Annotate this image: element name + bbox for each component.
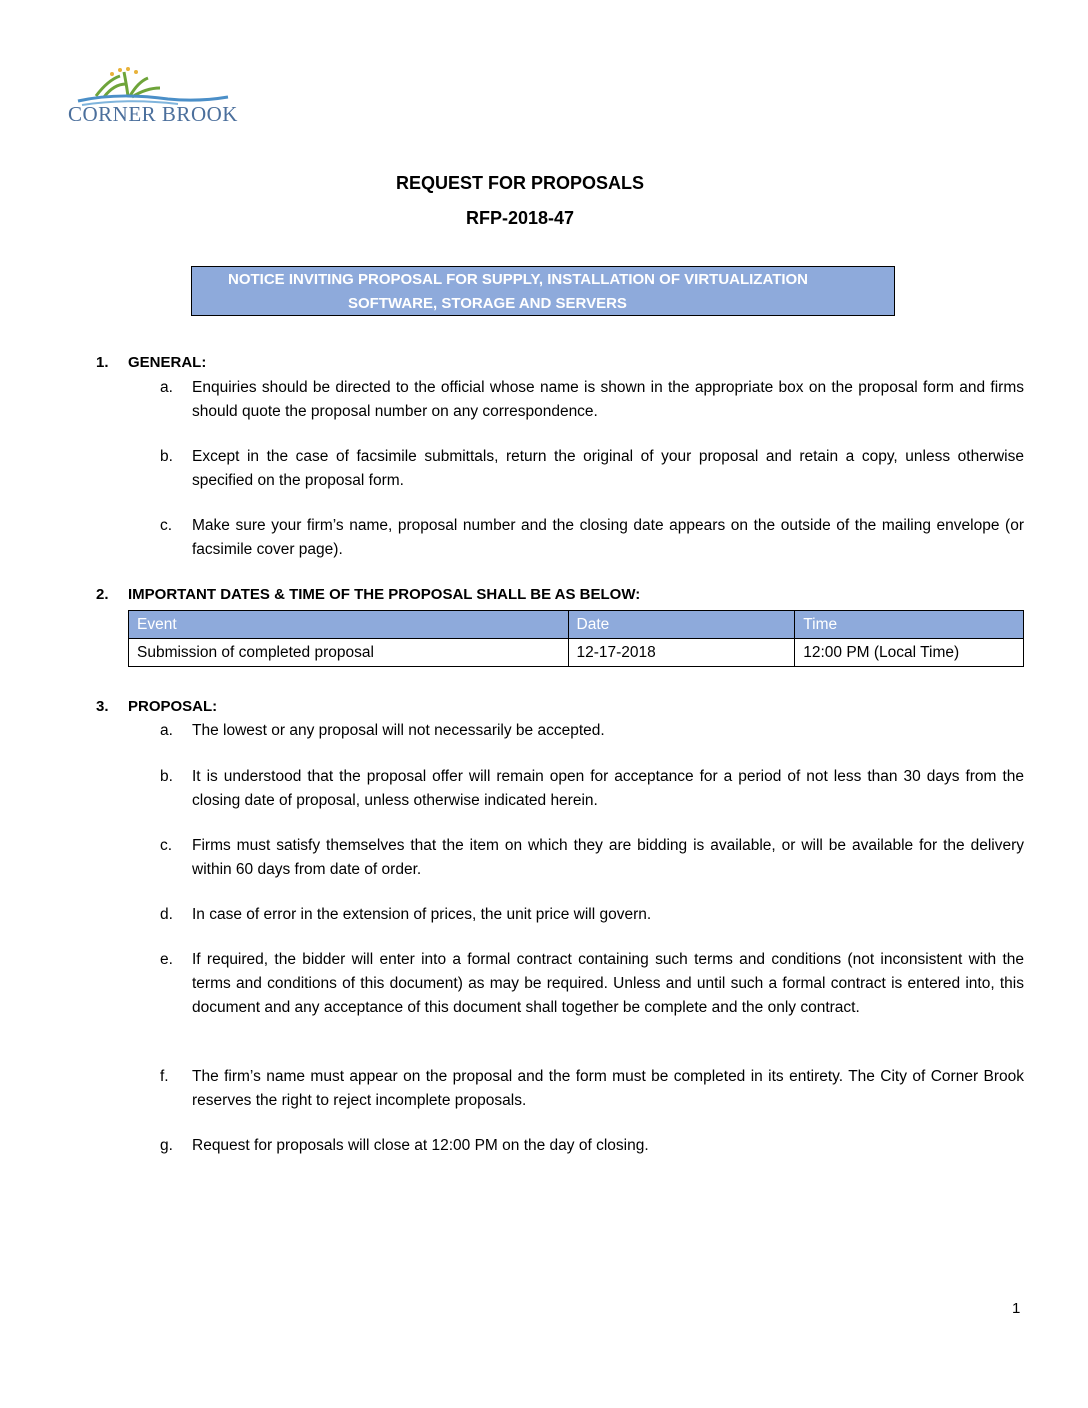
cell-time: 12:00 PM (Local Time) <box>795 639 1024 667</box>
list-item <box>160 514 1024 562</box>
item-text: Make sure your firm’s name, proposal number and the closing date appears on the outside of the mailing envelope (or facsimile cover page). <box>192 517 1024 558</box>
item-letter: c. <box>160 837 173 854</box>
table-header-row <box>129 611 1024 639</box>
notice-banner <box>191 266 895 316</box>
item-text: In case of error in the extension of prices, the unit price will govern. <box>192 906 652 923</box>
item-text: It is understood that the proposal offer will remain open for acceptance for a period of not less than 30 days from the closing date of proposal, unless otherwise indicated herein. <box>192 768 1024 809</box>
section-general-heading <box>96 354 206 371</box>
list-item <box>160 719 1024 743</box>
section-title: GENERAL: <box>128 354 207 371</box>
item-letter: e. <box>160 951 173 968</box>
cell-date: 12-17-2018 <box>568 639 795 667</box>
document-title: REQUEST FOR PROPOSALS <box>395 173 645 193</box>
rfp-number: RFP-2018-47 <box>465 208 575 228</box>
section-title: PROPOSAL: <box>128 698 218 715</box>
item-letter: g. <box>160 1137 173 1154</box>
list-item <box>160 1065 1024 1113</box>
notice-line-2: SOFTWARE, STORAGE AND SERVERS <box>348 295 627 312</box>
header-time: Time <box>795 611 1024 639</box>
list-item <box>160 445 1024 493</box>
item-letter: b. <box>160 768 173 785</box>
list-item <box>160 834 1024 882</box>
logo-text: CORNER BROOK <box>68 102 238 126</box>
dates-table <box>128 610 1024 667</box>
item-letter: d. <box>160 906 173 923</box>
item-letter: f. <box>160 1068 169 1085</box>
corner-brook-logo <box>68 66 240 128</box>
table-row <box>129 639 1024 667</box>
list-item <box>160 948 1024 1020</box>
header-event: Event <box>129 611 569 639</box>
item-text: Enquiries should be directed to the official whose name is shown in the appropriate box on the proposal form and firms should quote the proposal number on any correspondence. <box>192 379 1024 420</box>
header-date: Date <box>568 611 795 639</box>
item-text: Request for proposals will close at 12:00 PM on the day of closing. <box>192 1137 649 1154</box>
section-number: 1. <box>96 354 109 371</box>
item-text: The lowest or any proposal will not necessarily be accepted. <box>192 722 605 739</box>
list-item <box>160 765 1024 813</box>
notice-line-1: NOTICE INVITING PROPOSAL FOR SUPPLY, INSTALLATION OF VIRTUALIZATION <box>228 271 809 288</box>
section-title: IMPORTANT DATES & TIME OF THE PROPOSAL SHALL BE AS BELOW: <box>128 586 641 603</box>
section-dates-heading <box>96 586 640 603</box>
logo-emblem-icon <box>68 66 240 106</box>
item-letter: a. <box>160 722 173 739</box>
list-item <box>160 1134 1024 1158</box>
section-number: 3. <box>96 698 109 715</box>
item-text: Firms must satisfy themselves that the item on which they are bidding is available, or will be available for the delivery within 60 days from date of order. <box>192 837 1024 878</box>
section-number: 2. <box>96 586 109 603</box>
item-text: The firm’s name must appear on the proposal and the form must be completed in its entirety. The City of Corner Brook reserves the right to reject incomplete proposals. <box>192 1068 1024 1109</box>
cell-event: Submission of completed proposal <box>129 639 569 667</box>
page-number: 1 <box>1012 1300 1021 1317</box>
item-text: Except in the case of facsimile submittals, return the original of your proposal and retain a copy, unless otherwise specified on the proposal form. <box>192 448 1024 489</box>
list-item <box>160 376 1024 424</box>
item-letter: b. <box>160 448 173 465</box>
section-proposal-heading <box>96 698 217 715</box>
item-letter: c. <box>160 517 173 534</box>
item-letter: a. <box>160 379 173 396</box>
item-text: If required, the bidder will enter into a formal contract containing such terms and conditions (not inconsistent with the terms and conditions of this document) as may be required. Unless and until such a formal contract is entered into, this document and any acceptance of this document shall together be complete and the only contract. <box>192 951 1024 1016</box>
list-item <box>160 903 1024 927</box>
